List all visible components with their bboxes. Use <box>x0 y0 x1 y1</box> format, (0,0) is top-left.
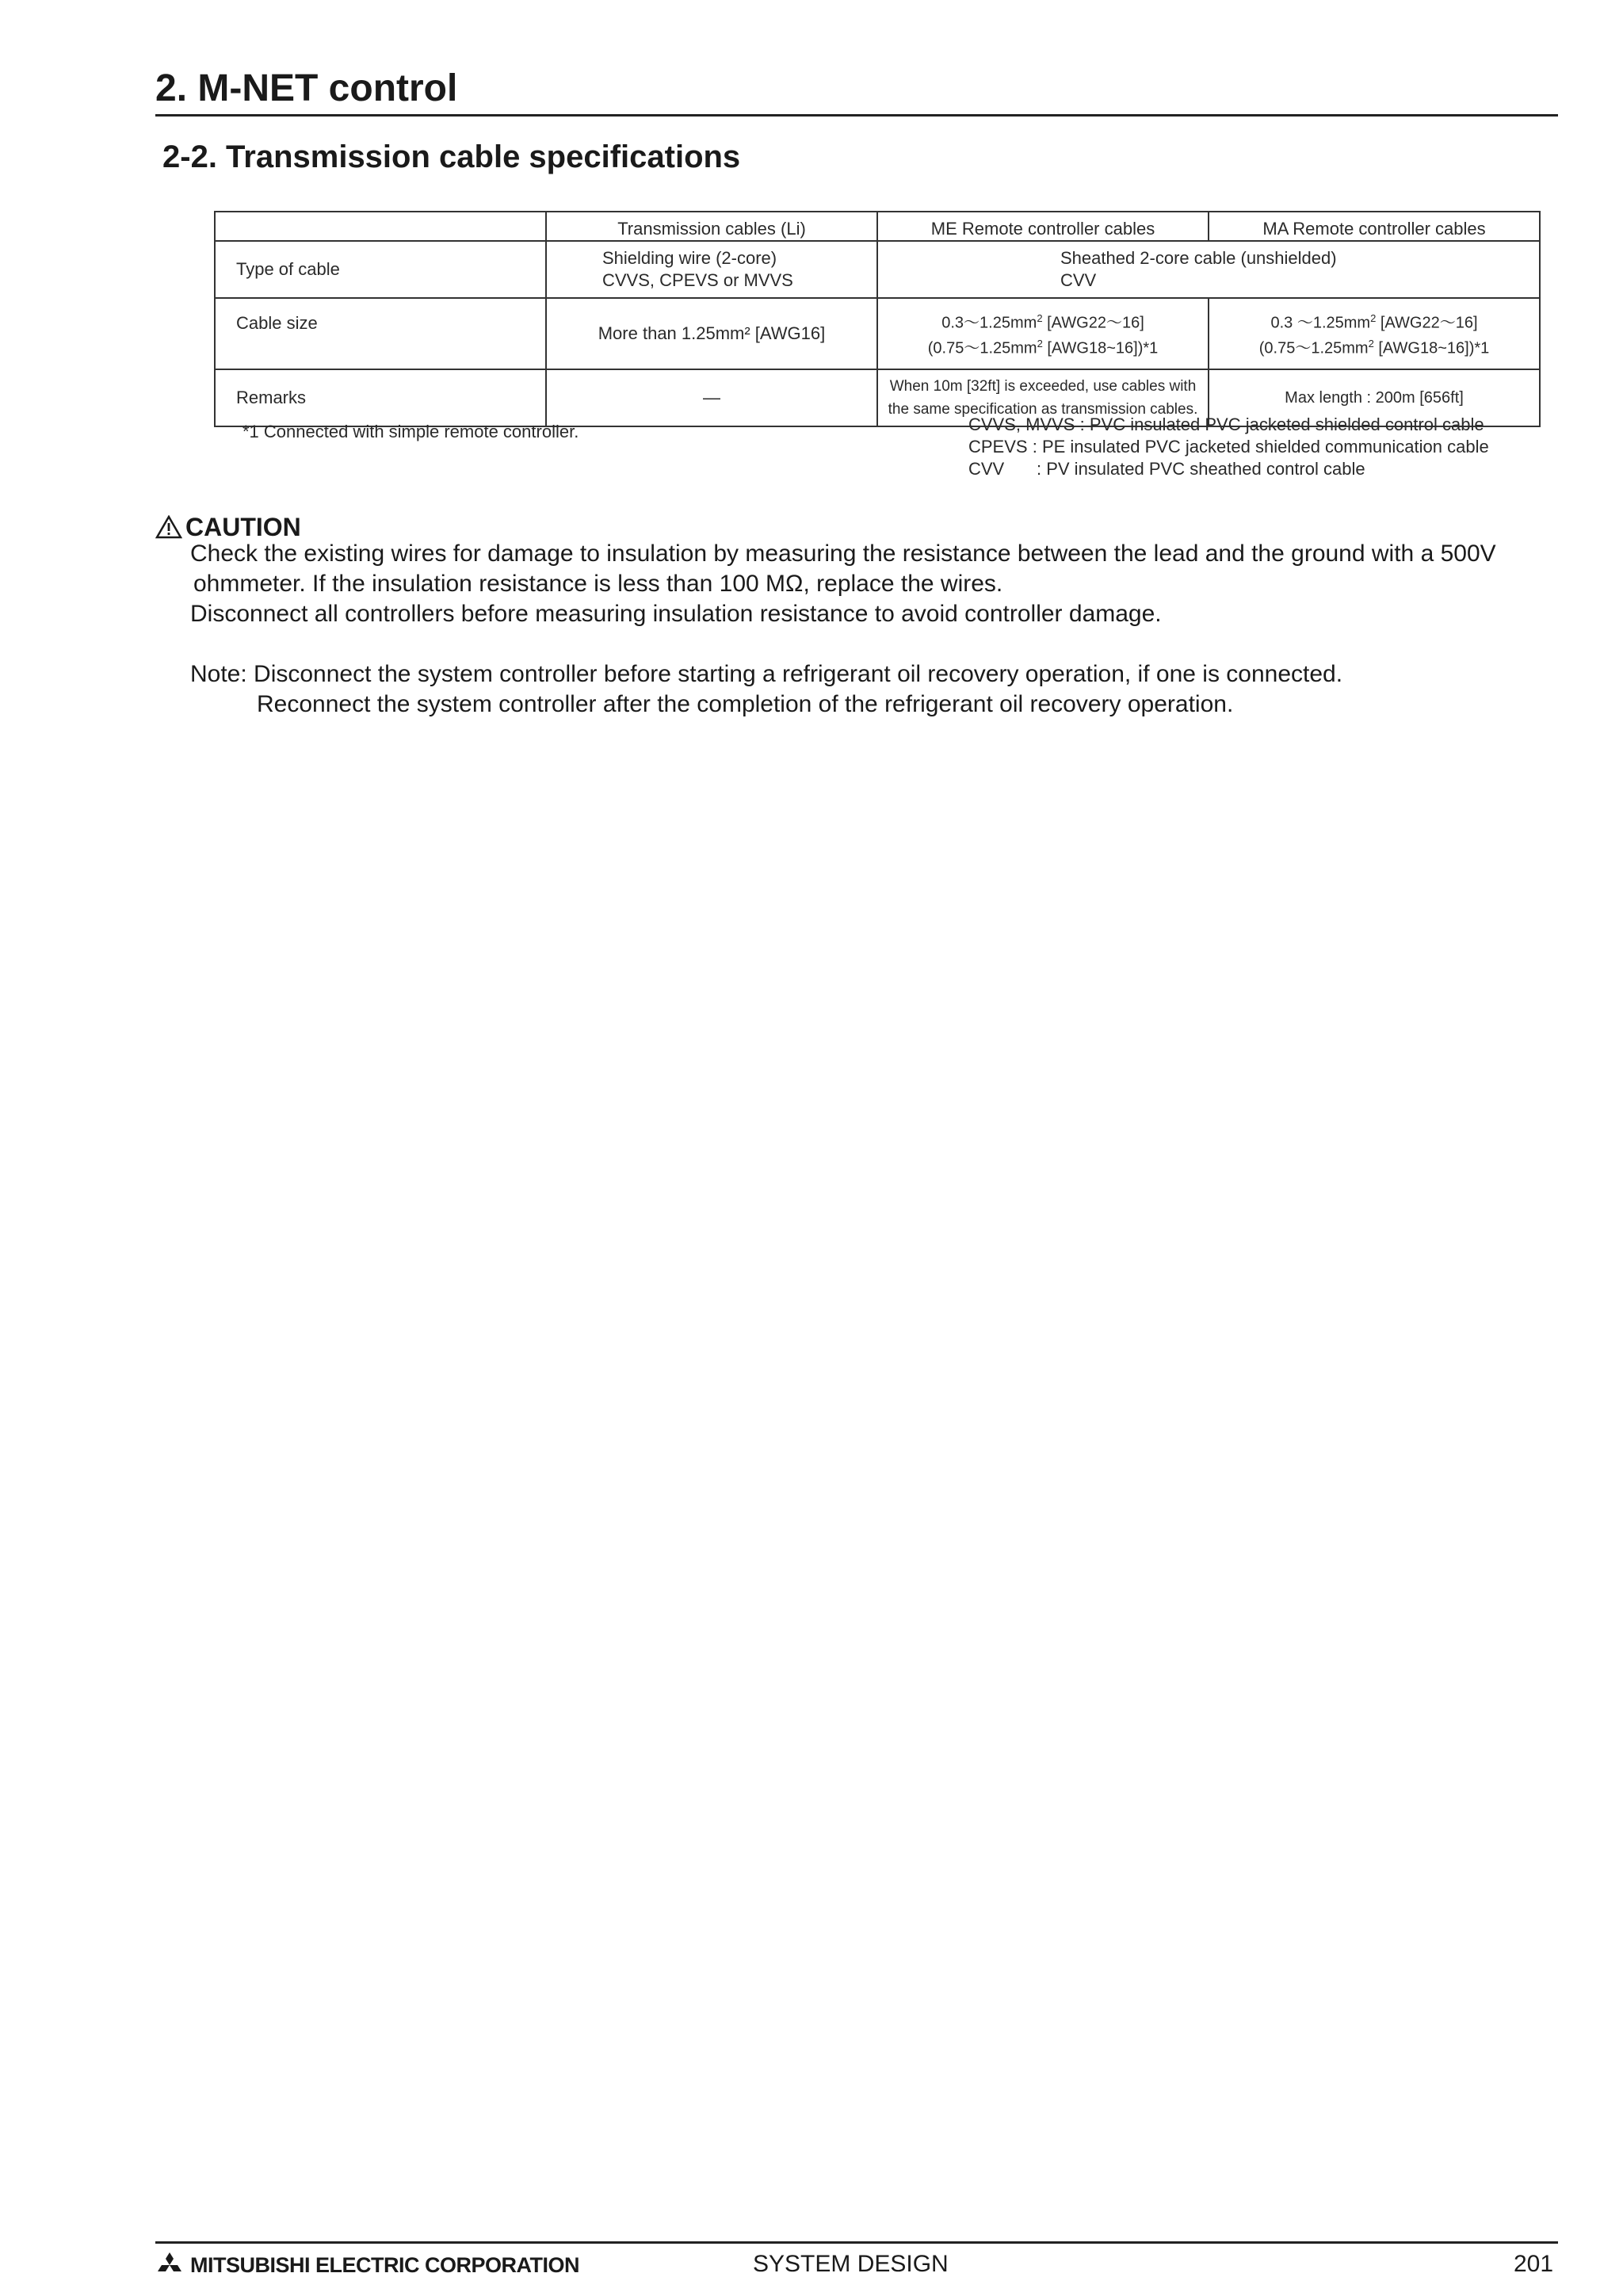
cell-type-transmission <box>546 241 877 298</box>
note-line-1: Note: Disconnect the system controller before starting a refrigerant oil recovery operation, if one is connected. <box>190 661 1343 687</box>
footer-brand <box>155 2252 579 2278</box>
title-rule <box>155 114 1558 117</box>
warning-icon <box>155 515 182 539</box>
row-label-size: Cable size <box>215 298 546 369</box>
cable-legend <box>968 414 1489 480</box>
brand-name: MITSUBISHI ELECTRIC CORPORATION <box>190 2252 580 2277</box>
cell-line: $0.3\sim 1.25mm^2$ [AWG22～16] <box>941 312 1144 332</box>
cell-line: CVV <box>1060 270 1097 290</box>
cell-line: Shielding wire (2-core) <box>602 248 777 268</box>
caution-line-1: Check the existing wires for damage to insulation by measuring the resistance between the lead and the ground with a 500V <box>190 541 1496 567</box>
table-footnote: *1 Connected with simple remote controller. <box>242 422 579 441</box>
section-title: 2-2. Transmission cable specifications <box>162 139 741 174</box>
caution-heading <box>155 511 301 543</box>
cell-line: ($0.75\sim 1.25mm^2$ [AWG18~16])*1 <box>1258 338 1490 357</box>
header-me-remote: ME Remote controller cables <box>877 212 1209 241</box>
cell-size-me <box>877 298 1209 369</box>
cell-remarks-transmission: — <box>546 369 877 426</box>
header-transmission-label: Transmission cables <box>617 219 776 239</box>
caution-line-3: Disconnect all controllers before measuring insulation resistance to avoid controller damage. <box>190 601 1162 627</box>
cell-line: ($0.75\sim 1.25mm^2$ [AWG18~16])*1 <box>927 338 1159 357</box>
footer-rule <box>155 2241 1558 2244</box>
cell-line: 0.3 $\sim 1.25mm^2$ [AWG22～16] <box>1270 312 1478 332</box>
header-blank <box>215 212 546 241</box>
cell-line: the same specification as transmission cables. <box>888 401 1198 418</box>
page-number: 201 <box>1514 2251 1554 2277</box>
cable-spec-table <box>214 211 1541 427</box>
page-title: 2. M-NET control <box>155 67 458 109</box>
cell-remarks-ma: Max length : 200m [656ft] <box>1209 369 1540 426</box>
caution-line-2: ohmmeter. If the insulation resistance is less than 100 MΩ, replace the wires. <box>193 571 1003 597</box>
note-line-2: Reconnect the system controller after the completion of the refrigerant oil recovery operation. <box>257 691 1234 717</box>
cell-line: When 10m [32ft] is exceeded, use cables with <box>889 378 1197 395</box>
header-transmission <box>546 212 877 241</box>
cell-size-transmission: More than 1.25mm² [AWG16] <box>546 298 877 369</box>
table-row <box>215 241 1540 298</box>
cell-line: CVVS, CPEVS or MVVS <box>602 270 793 290</box>
legend-item: CPEVS : PE insulated PVC jacketed shielded communication cable <box>968 437 1489 457</box>
header-ma-remote: MA Remote controller cables <box>1209 212 1540 241</box>
legend-item: CVV : PV insulated PVC sheathed control cable <box>968 459 1365 479</box>
header-transmission-symbol: (Li) <box>781 219 806 239</box>
caution-title: CAUTION <box>185 513 301 541</box>
table-row <box>215 298 1540 369</box>
row-label-type: Type of cable <box>215 241 546 298</box>
cell-size-ma <box>1209 298 1540 369</box>
legend-item: CVVS, MVVS : PVC insulated PVC jacketed shielded control cable <box>968 415 1484 434</box>
row-label-remarks: Remarks <box>215 369 546 426</box>
footer-section: SYSTEM DESIGN <box>753 2251 949 2277</box>
cell-line: Sheathed 2-core cable (unshielded) <box>1060 248 1337 268</box>
mitsubishi-logo-icon <box>155 2252 184 2278</box>
table-header-row <box>215 212 1540 241</box>
cell-type-remote <box>877 241 1540 298</box>
